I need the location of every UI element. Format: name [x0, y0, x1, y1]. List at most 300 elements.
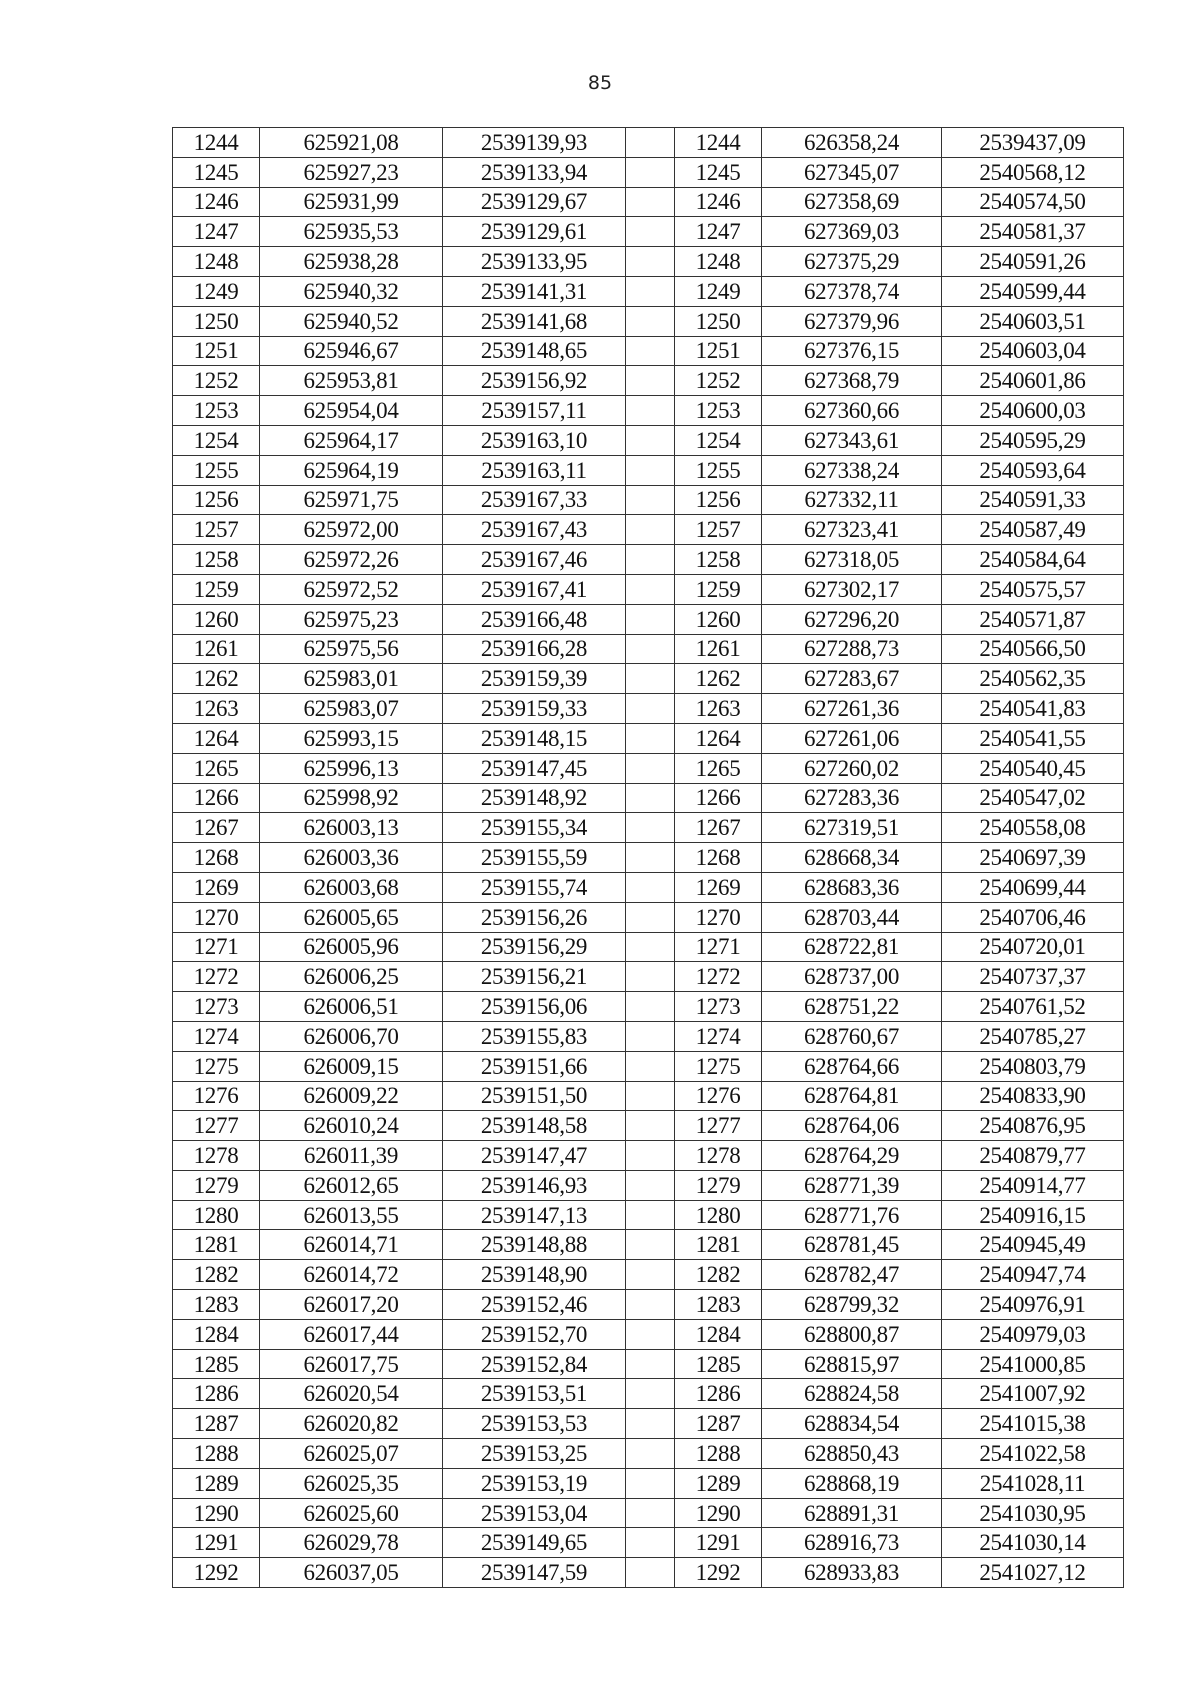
- left-point-number: 1279: [173, 1170, 260, 1200]
- right-point-number: 1264: [675, 723, 762, 753]
- table-spacer-cell: [626, 1409, 675, 1439]
- table-row: [173, 1379, 1124, 1409]
- left-x-coordinate: 625953,81: [260, 366, 443, 396]
- table-row: [173, 187, 1124, 217]
- left-point-number: 1260: [173, 604, 260, 634]
- left-x-coordinate: 625975,23: [260, 604, 443, 634]
- table-row: [173, 753, 1124, 783]
- table-spacer-cell: [626, 1558, 675, 1588]
- right-y-coordinate: 2540595,29: [942, 425, 1124, 455]
- table-row: [173, 932, 1124, 962]
- table-row: [173, 366, 1124, 396]
- right-x-coordinate: 628933,83: [762, 1558, 942, 1588]
- right-x-coordinate: 627375,29: [762, 247, 942, 277]
- left-y-coordinate: 2539163,11: [443, 455, 626, 485]
- right-y-coordinate: 2541022,58: [942, 1439, 1124, 1469]
- left-x-coordinate: 626006,51: [260, 992, 443, 1022]
- table-row: [173, 843, 1124, 873]
- right-y-coordinate: 2540761,52: [942, 992, 1124, 1022]
- right-point-number: 1276: [675, 1081, 762, 1111]
- left-x-coordinate: 626020,54: [260, 1379, 443, 1409]
- right-x-coordinate: 627343,61: [762, 425, 942, 455]
- table-row: [173, 336, 1124, 366]
- table-spacer-cell: [626, 1111, 675, 1141]
- right-point-number: 1244: [675, 128, 762, 158]
- right-x-coordinate: 628764,81: [762, 1081, 942, 1111]
- right-point-number: 1289: [675, 1468, 762, 1498]
- table-row: [173, 902, 1124, 932]
- left-point-number: 1275: [173, 1051, 260, 1081]
- left-x-coordinate: 625940,52: [260, 306, 443, 336]
- left-point-number: 1252: [173, 366, 260, 396]
- left-x-coordinate: 625993,15: [260, 723, 443, 753]
- left-y-coordinate: 2539157,11: [443, 396, 626, 426]
- left-x-coordinate: 626020,82: [260, 1409, 443, 1439]
- right-x-coordinate: 627360,66: [762, 396, 942, 426]
- right-x-coordinate: 628764,06: [762, 1111, 942, 1141]
- left-x-coordinate: 625964,17: [260, 425, 443, 455]
- right-point-number: 1265: [675, 753, 762, 783]
- right-y-coordinate: 2540566,50: [942, 634, 1124, 664]
- right-x-coordinate: 627283,36: [762, 783, 942, 813]
- left-y-coordinate: 2539147,45: [443, 753, 626, 783]
- table-row: [173, 396, 1124, 426]
- right-point-number: 1272: [675, 962, 762, 992]
- table-spacer-cell: [626, 1528, 675, 1558]
- right-point-number: 1274: [675, 1021, 762, 1051]
- left-point-number: 1269: [173, 872, 260, 902]
- table-spacer-cell: [626, 723, 675, 753]
- left-x-coordinate: 626009,15: [260, 1051, 443, 1081]
- left-point-number: 1265: [173, 753, 260, 783]
- left-point-number: 1272: [173, 962, 260, 992]
- left-x-coordinate: 626003,68: [260, 872, 443, 902]
- right-y-coordinate: 2540833,90: [942, 1081, 1124, 1111]
- left-x-coordinate: 626009,22: [260, 1081, 443, 1111]
- right-x-coordinate: 628782,47: [762, 1260, 942, 1290]
- table-spacer-cell: [626, 1379, 675, 1409]
- left-y-coordinate: 2539155,59: [443, 843, 626, 873]
- table-spacer-cell: [626, 574, 675, 604]
- left-y-coordinate: 2539148,88: [443, 1230, 626, 1260]
- left-x-coordinate: 626006,70: [260, 1021, 443, 1051]
- left-point-number: 1259: [173, 574, 260, 604]
- right-y-coordinate: 2540876,95: [942, 1111, 1124, 1141]
- right-point-number: 1269: [675, 872, 762, 902]
- table-row: [173, 962, 1124, 992]
- table-spacer-cell: [626, 545, 675, 575]
- left-y-coordinate: 2539153,19: [443, 1468, 626, 1498]
- left-y-coordinate: 2539147,13: [443, 1200, 626, 1230]
- right-x-coordinate: 627358,69: [762, 187, 942, 217]
- right-x-coordinate: 627296,20: [762, 604, 942, 634]
- right-x-coordinate: 628800,87: [762, 1319, 942, 1349]
- right-point-number: 1257: [675, 515, 762, 545]
- left-y-coordinate: 2539141,31: [443, 276, 626, 306]
- left-point-number: 1281: [173, 1230, 260, 1260]
- left-x-coordinate: 625921,08: [260, 128, 443, 158]
- right-y-coordinate: 2540541,83: [942, 694, 1124, 724]
- right-point-number: 1271: [675, 932, 762, 962]
- right-y-coordinate: 2541027,12: [942, 1558, 1124, 1588]
- left-x-coordinate: 625972,52: [260, 574, 443, 604]
- left-y-coordinate: 2539151,66: [443, 1051, 626, 1081]
- left-y-coordinate: 2539129,61: [443, 217, 626, 247]
- right-y-coordinate: 2540593,64: [942, 455, 1124, 485]
- table-spacer-cell: [626, 1081, 675, 1111]
- table-row: [173, 247, 1124, 277]
- right-point-number: 1286: [675, 1379, 762, 1409]
- right-point-number: 1273: [675, 992, 762, 1022]
- table-row: [173, 1468, 1124, 1498]
- left-x-coordinate: 625996,13: [260, 753, 443, 783]
- table-row: [173, 515, 1124, 545]
- right-y-coordinate: 2540914,77: [942, 1170, 1124, 1200]
- right-point-number: 1252: [675, 366, 762, 396]
- left-point-number: 1291: [173, 1528, 260, 1558]
- table-spacer-cell: [626, 962, 675, 992]
- table-spacer-cell: [626, 604, 675, 634]
- right-point-number: 1247: [675, 217, 762, 247]
- right-x-coordinate: 628891,31: [762, 1498, 942, 1528]
- right-point-number: 1248: [675, 247, 762, 277]
- left-x-coordinate: 626025,60: [260, 1498, 443, 1528]
- table-spacer-cell: [626, 1051, 675, 1081]
- table-row: [173, 1111, 1124, 1141]
- table-row: [173, 306, 1124, 336]
- left-x-coordinate: 626037,05: [260, 1558, 443, 1588]
- table-row: [173, 217, 1124, 247]
- right-y-coordinate: 2540541,55: [942, 723, 1124, 753]
- table-spacer-cell: [626, 1319, 675, 1349]
- table-row: [173, 574, 1124, 604]
- left-point-number: 1271: [173, 932, 260, 962]
- table-spacer-cell: [626, 1230, 675, 1260]
- left-y-coordinate: 2539148,90: [443, 1260, 626, 1290]
- table-row: [173, 1290, 1124, 1320]
- left-point-number: 1256: [173, 485, 260, 515]
- left-x-coordinate: 626025,07: [260, 1439, 443, 1469]
- left-y-coordinate: 2539155,74: [443, 872, 626, 902]
- left-y-coordinate: 2539153,04: [443, 1498, 626, 1528]
- right-x-coordinate: 627288,73: [762, 634, 942, 664]
- table-row: [173, 1558, 1124, 1588]
- left-x-coordinate: 625940,32: [260, 276, 443, 306]
- right-x-coordinate: 628751,22: [762, 992, 942, 1022]
- left-x-coordinate: 625983,01: [260, 664, 443, 694]
- table-row: [173, 1409, 1124, 1439]
- left-x-coordinate: 626003,36: [260, 843, 443, 873]
- left-point-number: 1289: [173, 1468, 260, 1498]
- right-y-coordinate: 2540737,37: [942, 962, 1124, 992]
- right-x-coordinate: 628760,67: [762, 1021, 942, 1051]
- table-row: [173, 1528, 1124, 1558]
- left-point-number: 1253: [173, 396, 260, 426]
- left-x-coordinate: 626005,96: [260, 932, 443, 962]
- right-y-coordinate: 2541000,85: [942, 1349, 1124, 1379]
- left-point-number: 1267: [173, 813, 260, 843]
- right-y-coordinate: 2540599,44: [942, 276, 1124, 306]
- left-x-coordinate: 626003,13: [260, 813, 443, 843]
- left-y-coordinate: 2539163,10: [443, 425, 626, 455]
- right-y-coordinate: 2539437,09: [942, 128, 1124, 158]
- left-point-number: 1251: [173, 336, 260, 366]
- coordinates-table: [172, 127, 1124, 1588]
- right-x-coordinate: 628668,34: [762, 843, 942, 873]
- table-spacer-cell: [626, 1498, 675, 1528]
- table-row: [173, 1051, 1124, 1081]
- left-point-number: 1249: [173, 276, 260, 306]
- right-y-coordinate: 2540601,86: [942, 366, 1124, 396]
- right-y-coordinate: 2541030,14: [942, 1528, 1124, 1558]
- table-spacer-cell: [626, 992, 675, 1022]
- left-x-coordinate: 626010,24: [260, 1111, 443, 1141]
- left-y-coordinate: 2539141,68: [443, 306, 626, 336]
- right-point-number: 1279: [675, 1170, 762, 1200]
- table-row: [173, 276, 1124, 306]
- right-y-coordinate: 2540584,64: [942, 545, 1124, 575]
- left-y-coordinate: 2539148,65: [443, 336, 626, 366]
- table-spacer-cell: [626, 247, 675, 277]
- table-spacer-cell: [626, 1468, 675, 1498]
- table-spacer-cell: [626, 932, 675, 962]
- right-y-coordinate: 2540976,91: [942, 1290, 1124, 1320]
- left-y-coordinate: 2539148,92: [443, 783, 626, 813]
- table-row: [173, 1349, 1124, 1379]
- table-spacer-cell: [626, 694, 675, 724]
- right-y-coordinate: 2540600,03: [942, 396, 1124, 426]
- right-x-coordinate: 627261,06: [762, 723, 942, 753]
- right-point-number: 1278: [675, 1141, 762, 1171]
- left-x-coordinate: 626011,39: [260, 1141, 443, 1171]
- table-row: [173, 1021, 1124, 1051]
- table-spacer-cell: [626, 634, 675, 664]
- right-x-coordinate: 627323,41: [762, 515, 942, 545]
- right-point-number: 1260: [675, 604, 762, 634]
- left-y-coordinate: 2539156,92: [443, 366, 626, 396]
- page-number: 85: [587, 72, 613, 94]
- right-point-number: 1275: [675, 1051, 762, 1081]
- left-y-coordinate: 2539156,06: [443, 992, 626, 1022]
- left-point-number: 1286: [173, 1379, 260, 1409]
- left-y-coordinate: 2539167,33: [443, 485, 626, 515]
- right-y-coordinate: 2540979,03: [942, 1319, 1124, 1349]
- table-spacer-cell: [626, 1021, 675, 1051]
- left-x-coordinate: 626017,20: [260, 1290, 443, 1320]
- right-x-coordinate: 628868,19: [762, 1468, 942, 1498]
- left-point-number: 1254: [173, 425, 260, 455]
- right-point-number: 1288: [675, 1439, 762, 1469]
- left-y-coordinate: 2539153,51: [443, 1379, 626, 1409]
- table-row: [173, 992, 1124, 1022]
- right-x-coordinate: 628916,73: [762, 1528, 942, 1558]
- left-x-coordinate: 625946,67: [260, 336, 443, 366]
- right-point-number: 1262: [675, 664, 762, 694]
- table-spacer-cell: [626, 1439, 675, 1469]
- left-x-coordinate: 625975,56: [260, 634, 443, 664]
- right-x-coordinate: 628683,36: [762, 872, 942, 902]
- right-y-coordinate: 2541028,11: [942, 1468, 1124, 1498]
- left-point-number: 1244: [173, 128, 260, 158]
- table-row: [173, 485, 1124, 515]
- left-point-number: 1262: [173, 664, 260, 694]
- right-y-coordinate: 2540575,57: [942, 574, 1124, 604]
- table-spacer-cell: [626, 902, 675, 932]
- table-row: [173, 872, 1124, 902]
- table-spacer-cell: [626, 336, 675, 366]
- left-y-coordinate: 2539155,34: [443, 813, 626, 843]
- left-y-coordinate: 2539153,25: [443, 1439, 626, 1469]
- right-y-coordinate: 2540587,49: [942, 515, 1124, 545]
- left-point-number: 1257: [173, 515, 260, 545]
- left-point-number: 1290: [173, 1498, 260, 1528]
- right-y-coordinate: 2540697,39: [942, 843, 1124, 873]
- left-x-coordinate: 625972,26: [260, 545, 443, 575]
- right-x-coordinate: 627283,67: [762, 664, 942, 694]
- left-y-coordinate: 2539167,43: [443, 515, 626, 545]
- left-point-number: 1245: [173, 157, 260, 187]
- right-x-coordinate: 628771,39: [762, 1170, 942, 1200]
- right-y-coordinate: 2540785,27: [942, 1021, 1124, 1051]
- right-point-number: 1250: [675, 306, 762, 336]
- table-spacer-cell: [626, 396, 675, 426]
- left-point-number: 1276: [173, 1081, 260, 1111]
- right-y-coordinate: 2540540,45: [942, 753, 1124, 783]
- left-x-coordinate: 626017,75: [260, 1349, 443, 1379]
- table-spacer-cell: [626, 1260, 675, 1290]
- left-point-number: 1255: [173, 455, 260, 485]
- table-row: [173, 1081, 1124, 1111]
- right-x-coordinate: 628764,66: [762, 1051, 942, 1081]
- left-point-number: 1263: [173, 694, 260, 724]
- right-point-number: 1266: [675, 783, 762, 813]
- left-y-coordinate: 2539166,28: [443, 634, 626, 664]
- right-x-coordinate: 628703,44: [762, 902, 942, 932]
- left-y-coordinate: 2539147,59: [443, 1558, 626, 1588]
- left-point-number: 1247: [173, 217, 260, 247]
- right-point-number: 1258: [675, 545, 762, 575]
- right-x-coordinate: 628850,43: [762, 1439, 942, 1469]
- right-y-coordinate: 2540558,08: [942, 813, 1124, 843]
- left-x-coordinate: 625972,00: [260, 515, 443, 545]
- right-x-coordinate: 627368,79: [762, 366, 942, 396]
- right-x-coordinate: 627345,07: [762, 157, 942, 187]
- left-y-coordinate: 2539149,65: [443, 1528, 626, 1558]
- right-y-coordinate: 2540706,46: [942, 902, 1124, 932]
- right-y-coordinate: 2541007,92: [942, 1379, 1124, 1409]
- left-y-coordinate: 2539133,95: [443, 247, 626, 277]
- right-point-number: 1256: [675, 485, 762, 515]
- left-y-coordinate: 2539148,58: [443, 1111, 626, 1141]
- right-y-coordinate: 2540916,15: [942, 1200, 1124, 1230]
- left-x-coordinate: 625927,23: [260, 157, 443, 187]
- left-x-coordinate: 626006,25: [260, 962, 443, 992]
- right-point-number: 1270: [675, 902, 762, 932]
- right-y-coordinate: 2540603,51: [942, 306, 1124, 336]
- right-point-number: 1292: [675, 1558, 762, 1588]
- left-point-number: 1258: [173, 545, 260, 575]
- left-x-coordinate: 626012,65: [260, 1170, 443, 1200]
- right-y-coordinate: 2540574,50: [942, 187, 1124, 217]
- left-x-coordinate: 625935,53: [260, 217, 443, 247]
- left-point-number: 1280: [173, 1200, 260, 1230]
- left-x-coordinate: 625983,07: [260, 694, 443, 724]
- right-y-coordinate: 2540603,04: [942, 336, 1124, 366]
- left-x-coordinate: 626005,65: [260, 902, 443, 932]
- left-y-coordinate: 2539147,47: [443, 1141, 626, 1171]
- table-row: [173, 723, 1124, 753]
- table-spacer-cell: [626, 276, 675, 306]
- right-x-coordinate: 628771,76: [762, 1200, 942, 1230]
- right-y-coordinate: 2540581,37: [942, 217, 1124, 247]
- table-spacer-cell: [626, 1200, 675, 1230]
- table-row: [173, 455, 1124, 485]
- right-point-number: 1251: [675, 336, 762, 366]
- left-point-number: 1278: [173, 1141, 260, 1171]
- left-x-coordinate: 625998,92: [260, 783, 443, 813]
- table-spacer-cell: [626, 217, 675, 247]
- table-spacer-cell: [626, 1290, 675, 1320]
- table-row: [173, 604, 1124, 634]
- table-spacer-cell: [626, 157, 675, 187]
- table-row: [173, 783, 1124, 813]
- table-row: [173, 157, 1124, 187]
- right-y-coordinate: 2540571,87: [942, 604, 1124, 634]
- left-point-number: 1285: [173, 1349, 260, 1379]
- left-x-coordinate: 625954,04: [260, 396, 443, 426]
- table-spacer-cell: [626, 366, 675, 396]
- left-point-number: 1288: [173, 1439, 260, 1469]
- left-point-number: 1292: [173, 1558, 260, 1588]
- right-point-number: 1261: [675, 634, 762, 664]
- left-point-number: 1261: [173, 634, 260, 664]
- left-y-coordinate: 2539133,94: [443, 157, 626, 187]
- table-row: [173, 813, 1124, 843]
- right-point-number: 1253: [675, 396, 762, 426]
- left-y-coordinate: 2539155,83: [443, 1021, 626, 1051]
- left-y-coordinate: 2539129,67: [443, 187, 626, 217]
- right-point-number: 1254: [675, 425, 762, 455]
- right-y-coordinate: 2540803,79: [942, 1051, 1124, 1081]
- left-y-coordinate: 2539139,93: [443, 128, 626, 158]
- right-x-coordinate: 627302,17: [762, 574, 942, 604]
- right-y-coordinate: 2540591,26: [942, 247, 1124, 277]
- table-row: [173, 1170, 1124, 1200]
- table-row: [173, 1200, 1124, 1230]
- left-y-coordinate: 2539156,21: [443, 962, 626, 992]
- table-spacer-cell: [626, 485, 675, 515]
- left-point-number: 1282: [173, 1260, 260, 1290]
- right-y-coordinate: 2540699,44: [942, 872, 1124, 902]
- table-row: [173, 664, 1124, 694]
- right-point-number: 1268: [675, 843, 762, 873]
- left-point-number: 1283: [173, 1290, 260, 1320]
- right-point-number: 1285: [675, 1349, 762, 1379]
- left-point-number: 1270: [173, 902, 260, 932]
- table-spacer-cell: [626, 425, 675, 455]
- left-y-coordinate: 2539148,15: [443, 723, 626, 753]
- right-y-coordinate: 2541015,38: [942, 1409, 1124, 1439]
- left-point-number: 1274: [173, 1021, 260, 1051]
- table-spacer-cell: [626, 306, 675, 336]
- table-row: [173, 545, 1124, 575]
- right-x-coordinate: 626358,24: [762, 128, 942, 158]
- table-spacer-cell: [626, 664, 675, 694]
- left-point-number: 1268: [173, 843, 260, 873]
- left-y-coordinate: 2539152,84: [443, 1349, 626, 1379]
- left-point-number: 1287: [173, 1409, 260, 1439]
- right-point-number: 1287: [675, 1409, 762, 1439]
